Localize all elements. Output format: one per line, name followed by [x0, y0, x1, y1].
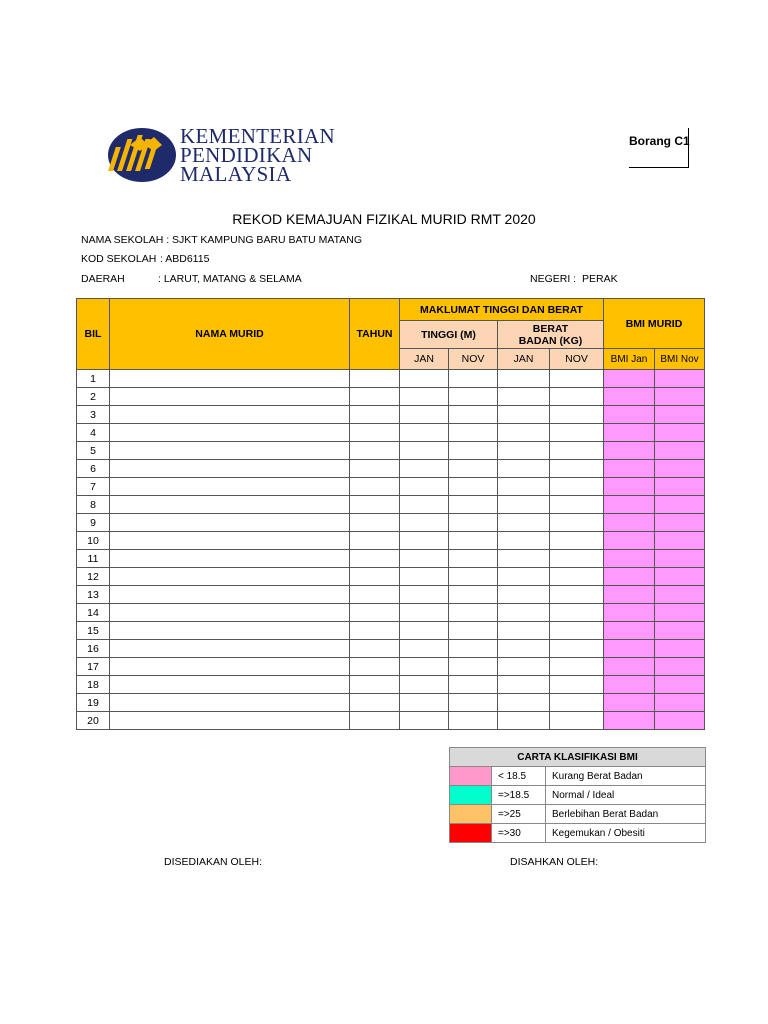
- prepared-by-label: DISEDIAKAN OLEH:: [164, 856, 263, 868]
- table-row: [77, 478, 705, 496]
- legend-title: CARTA KLASIFIKASI BMI: [450, 748, 706, 767]
- bmi-nov-cell[interactable]: [655, 658, 705, 676]
- legend-label: Normal / Ideal: [546, 786, 706, 805]
- row-number: 13: [77, 586, 110, 604]
- weight-nov-cell[interactable]: [550, 478, 604, 496]
- student-name-cell[interactable]: [110, 676, 350, 694]
- district-value: : LARUT, MATANG & SELAMA: [158, 273, 302, 285]
- header-bmi-nov: BMI Nov: [655, 349, 705, 370]
- weight-jan-cell[interactable]: [498, 658, 550, 676]
- legend-row: [450, 805, 706, 824]
- height-nov-cell[interactable]: [449, 658, 498, 676]
- height-jan-cell[interactable]: [400, 604, 449, 622]
- header-tinggi-nov: NOV: [449, 349, 498, 370]
- height-jan-cell[interactable]: [400, 424, 449, 442]
- bmi-nov-cell[interactable]: [655, 442, 705, 460]
- legend-range: =>25: [492, 805, 546, 824]
- ministry-emblem-icon: [108, 125, 178, 187]
- student-name-cell[interactable]: [110, 694, 350, 712]
- row-number: 4: [77, 424, 110, 442]
- row-number: 20: [77, 712, 110, 730]
- legend-row: [450, 767, 706, 786]
- year-cell[interactable]: [350, 604, 400, 622]
- bmi-nov-cell[interactable]: [655, 550, 705, 568]
- height-nov-cell[interactable]: [449, 550, 498, 568]
- weight-nov-cell[interactable]: [550, 676, 604, 694]
- year-cell[interactable]: [350, 712, 400, 730]
- student-record-table: [76, 298, 705, 730]
- student-name-cell[interactable]: [110, 460, 350, 478]
- weight-jan-cell[interactable]: [498, 460, 550, 478]
- bmi-jan-cell[interactable]: [604, 550, 655, 568]
- height-nov-cell[interactable]: [449, 604, 498, 622]
- weight-jan-cell[interactable]: [498, 568, 550, 586]
- height-jan-cell[interactable]: [400, 388, 449, 406]
- height-nov-cell[interactable]: [449, 370, 498, 388]
- weight-nov-cell[interactable]: [550, 442, 604, 460]
- height-nov-cell[interactable]: [449, 586, 498, 604]
- state-value: PERAK: [582, 273, 618, 285]
- height-nov-cell[interactable]: [449, 478, 498, 496]
- height-jan-cell[interactable]: [400, 406, 449, 424]
- legend-color-swatch: [450, 824, 492, 843]
- year-cell[interactable]: [350, 424, 400, 442]
- bmi-jan-cell[interactable]: [604, 460, 655, 478]
- weight-jan-cell[interactable]: [498, 496, 550, 514]
- student-name-cell[interactable]: [110, 568, 350, 586]
- bmi-jan-cell[interactable]: [604, 568, 655, 586]
- row-number: 12: [77, 568, 110, 586]
- row-number: 9: [77, 514, 110, 532]
- legend-label: Kurang Berat Badan: [546, 767, 706, 786]
- student-name-cell[interactable]: [110, 478, 350, 496]
- bmi-nov-cell[interactable]: [655, 532, 705, 550]
- bmi-nov-cell[interactable]: [655, 388, 705, 406]
- logo-text: [180, 124, 335, 186]
- header-tinggi: TINGGI (M): [400, 321, 498, 349]
- form-code: Borang C1: [629, 128, 689, 168]
- row-number: 7: [77, 478, 110, 496]
- row-number: 16: [77, 640, 110, 658]
- weight-jan-cell[interactable]: [498, 532, 550, 550]
- weight-nov-cell[interactable]: [550, 568, 604, 586]
- year-cell[interactable]: [350, 568, 400, 586]
- height-jan-cell[interactable]: [400, 658, 449, 676]
- year-cell[interactable]: [350, 676, 400, 694]
- state-label: NEGERI :: [530, 273, 577, 285]
- student-name-cell[interactable]: [110, 370, 350, 388]
- bmi-legend: [449, 747, 706, 843]
- row-number: 17: [77, 658, 110, 676]
- weight-nov-cell[interactable]: [550, 406, 604, 424]
- table-row: [77, 532, 705, 550]
- height-jan-cell[interactable]: [400, 640, 449, 658]
- student-name-cell[interactable]: [110, 388, 350, 406]
- height-nov-cell[interactable]: [449, 694, 498, 712]
- legend-color-swatch: [450, 786, 492, 805]
- year-cell[interactable]: [350, 586, 400, 604]
- year-cell[interactable]: [350, 514, 400, 532]
- height-jan-cell[interactable]: [400, 676, 449, 694]
- row-number: 18: [77, 676, 110, 694]
- bmi-jan-cell[interactable]: [604, 442, 655, 460]
- weight-jan-cell[interactable]: [498, 640, 550, 658]
- table-row: [77, 424, 705, 442]
- weight-nov-cell[interactable]: [550, 460, 604, 478]
- header-bil: BIL: [77, 299, 110, 370]
- year-cell[interactable]: [350, 478, 400, 496]
- height-jan-cell[interactable]: [400, 712, 449, 730]
- bmi-jan-cell[interactable]: [604, 622, 655, 640]
- height-jan-cell[interactable]: [400, 694, 449, 712]
- table-row: [77, 568, 705, 586]
- student-name-cell[interactable]: [110, 586, 350, 604]
- row-number: 14: [77, 604, 110, 622]
- bmi-nov-cell[interactable]: [655, 514, 705, 532]
- student-name-cell[interactable]: [110, 622, 350, 640]
- student-name-cell[interactable]: [110, 640, 350, 658]
- logo-line-3: MALAYSIA: [180, 162, 292, 186]
- row-number: 3: [77, 406, 110, 424]
- header-tahun: TAHUN: [350, 299, 400, 370]
- legend-label: Kegemukan / Obesiti: [546, 824, 706, 843]
- weight-jan-cell[interactable]: [498, 622, 550, 640]
- year-cell[interactable]: [350, 550, 400, 568]
- weight-jan-cell[interactable]: [498, 424, 550, 442]
- height-nov-cell[interactable]: [449, 712, 498, 730]
- weight-nov-cell[interactable]: [550, 712, 604, 730]
- legend-range: =>30: [492, 824, 546, 843]
- weight-nov-cell[interactable]: [550, 640, 604, 658]
- bmi-nov-cell[interactable]: [655, 676, 705, 694]
- legend-body: [450, 767, 706, 843]
- table-row: [77, 388, 705, 406]
- height-jan-cell[interactable]: [400, 532, 449, 550]
- student-name-cell[interactable]: [110, 532, 350, 550]
- year-cell[interactable]: [350, 532, 400, 550]
- year-cell[interactable]: [350, 694, 400, 712]
- year-cell[interactable]: [350, 406, 400, 424]
- header-bmi-jan: BMI Jan: [604, 349, 655, 370]
- weight-jan-cell[interactable]: [498, 550, 550, 568]
- weight-jan-cell[interactable]: [498, 676, 550, 694]
- table-row: [77, 712, 705, 730]
- bmi-nov-cell[interactable]: [655, 406, 705, 424]
- row-number: 6: [77, 460, 110, 478]
- height-jan-cell[interactable]: [400, 622, 449, 640]
- school-code-label: KOD SEKOLAH: [81, 253, 157, 265]
- row-number: 1: [77, 370, 110, 388]
- height-nov-cell[interactable]: [449, 496, 498, 514]
- height-nov-cell[interactable]: [449, 676, 498, 694]
- header-berat-jan: JAN: [498, 349, 550, 370]
- student-name-cell[interactable]: [110, 604, 350, 622]
- table-row: [77, 442, 705, 460]
- bmi-jan-cell[interactable]: [604, 694, 655, 712]
- bmi-nov-cell[interactable]: [655, 622, 705, 640]
- bmi-jan-cell[interactable]: [604, 712, 655, 730]
- row-number: 2: [77, 388, 110, 406]
- school-code-value: : ABD6115: [160, 253, 210, 265]
- weight-jan-cell[interactable]: [498, 514, 550, 532]
- height-jan-cell[interactable]: [400, 478, 449, 496]
- bmi-nov-cell[interactable]: [655, 568, 705, 586]
- weight-nov-cell[interactable]: [550, 604, 604, 622]
- table-body: [77, 370, 705, 730]
- row-number: 8: [77, 496, 110, 514]
- year-cell[interactable]: [350, 622, 400, 640]
- header-berat: BERAT BADAN (KG): [498, 321, 604, 349]
- table-row: [77, 496, 705, 514]
- bmi-nov-cell[interactable]: [655, 712, 705, 730]
- weight-nov-cell[interactable]: [550, 424, 604, 442]
- header-maklumat: MAKLUMAT TINGGI DAN BERAT: [400, 299, 604, 321]
- header-bmi: BMI MURID: [604, 299, 705, 349]
- height-nov-cell[interactable]: [449, 622, 498, 640]
- page-title: REKOD KEMAJUAN FIZIKAL MURID RMT 2020: [232, 211, 536, 227]
- student-name-cell[interactable]: [110, 658, 350, 676]
- ministry-logo: [108, 125, 348, 187]
- student-name-cell[interactable]: [110, 496, 350, 514]
- weight-nov-cell[interactable]: [550, 622, 604, 640]
- bmi-jan-cell[interactable]: [604, 388, 655, 406]
- height-jan-cell[interactable]: [400, 514, 449, 532]
- weight-nov-cell[interactable]: [550, 586, 604, 604]
- bmi-jan-cell[interactable]: [604, 640, 655, 658]
- bmi-nov-cell[interactable]: [655, 604, 705, 622]
- student-name-cell[interactable]: [110, 406, 350, 424]
- table-row: [77, 622, 705, 640]
- bmi-jan-cell[interactable]: [604, 406, 655, 424]
- height-nov-cell[interactable]: [449, 640, 498, 658]
- table-row: [77, 514, 705, 532]
- bmi-nov-cell[interactable]: [655, 424, 705, 442]
- height-nov-cell[interactable]: [449, 388, 498, 406]
- weight-nov-cell[interactable]: [550, 694, 604, 712]
- header-tinggi-jan: JAN: [400, 349, 449, 370]
- bmi-jan-cell[interactable]: [604, 604, 655, 622]
- header-berat-nov: NOV: [550, 349, 604, 370]
- height-jan-cell[interactable]: [400, 370, 449, 388]
- row-number: 5: [77, 442, 110, 460]
- height-nov-cell[interactable]: [449, 568, 498, 586]
- legend-row: [450, 824, 706, 843]
- weight-jan-cell[interactable]: [498, 442, 550, 460]
- bmi-jan-cell[interactable]: [604, 532, 655, 550]
- logo-line-2: PENDIDIKAN: [180, 143, 313, 167]
- row-number: 19: [77, 694, 110, 712]
- height-jan-cell[interactable]: [400, 442, 449, 460]
- year-cell[interactable]: [350, 370, 400, 388]
- legend-range: =>18.5: [492, 786, 546, 805]
- weight-jan-cell[interactable]: [498, 694, 550, 712]
- table-row: [77, 406, 705, 424]
- bmi-jan-cell[interactable]: [604, 676, 655, 694]
- table-row: [77, 694, 705, 712]
- height-nov-cell[interactable]: [449, 514, 498, 532]
- year-cell[interactable]: [350, 442, 400, 460]
- header-nama: NAMA MURID: [110, 299, 350, 370]
- weight-jan-cell[interactable]: [498, 712, 550, 730]
- weight-jan-cell[interactable]: [498, 586, 550, 604]
- bmi-jan-cell[interactable]: [604, 370, 655, 388]
- weight-nov-cell[interactable]: [550, 388, 604, 406]
- bmi-nov-cell[interactable]: [655, 478, 705, 496]
- height-nov-cell[interactable]: [449, 442, 498, 460]
- student-name-cell[interactable]: [110, 550, 350, 568]
- weight-jan-cell[interactable]: [498, 370, 550, 388]
- logo-line-1: KEMENTERIAN: [180, 124, 335, 148]
- legend-color-swatch: [450, 767, 492, 786]
- table-row: [77, 370, 705, 388]
- bmi-jan-cell[interactable]: [604, 658, 655, 676]
- legend-range: < 18.5: [492, 767, 546, 786]
- bmi-nov-cell[interactable]: [655, 694, 705, 712]
- bmi-jan-cell[interactable]: [604, 496, 655, 514]
- year-cell[interactable]: [350, 496, 400, 514]
- height-nov-cell[interactable]: [449, 532, 498, 550]
- height-nov-cell[interactable]: [449, 460, 498, 478]
- legend-label: Berlebihan Berat Badan: [546, 805, 706, 824]
- height-jan-cell[interactable]: [400, 460, 449, 478]
- district-label: DAERAH: [81, 273, 125, 285]
- table-row: [77, 676, 705, 694]
- height-jan-cell[interactable]: [400, 586, 449, 604]
- weight-nov-cell[interactable]: [550, 370, 604, 388]
- bmi-nov-cell[interactable]: [655, 496, 705, 514]
- school-name: NAMA SEKOLAH : SJKT KAMPUNG BARU BATU MATANG: [81, 234, 363, 246]
- table-row: [77, 586, 705, 604]
- bmi-jan-cell[interactable]: [604, 424, 655, 442]
- row-number: 15: [77, 622, 110, 640]
- row-number: 10: [77, 532, 110, 550]
- year-cell[interactable]: [350, 658, 400, 676]
- bmi-jan-cell[interactable]: [604, 478, 655, 496]
- bmi-nov-cell[interactable]: [655, 460, 705, 478]
- legend-row: [450, 786, 706, 805]
- weight-nov-cell[interactable]: [550, 496, 604, 514]
- bmi-nov-cell[interactable]: [655, 640, 705, 658]
- bmi-jan-cell[interactable]: [604, 514, 655, 532]
- student-name-cell[interactable]: [110, 442, 350, 460]
- student-name-cell[interactable]: [110, 712, 350, 730]
- student-name-cell[interactable]: [110, 514, 350, 532]
- year-cell[interactable]: [350, 640, 400, 658]
- student-name-cell[interactable]: [110, 424, 350, 442]
- year-cell[interactable]: [350, 388, 400, 406]
- approved-by-label: DISAHKAN OLEH:: [510, 856, 599, 868]
- bmi-nov-cell[interactable]: [655, 586, 705, 604]
- table-row: [77, 640, 705, 658]
- weight-nov-cell[interactable]: [550, 514, 604, 532]
- bmi-jan-cell[interactable]: [604, 586, 655, 604]
- weight-nov-cell[interactable]: [550, 550, 604, 568]
- table-row: [77, 550, 705, 568]
- weight-jan-cell[interactable]: [498, 604, 550, 622]
- legend-color-swatch: [450, 805, 492, 824]
- table-row: [77, 604, 705, 622]
- height-nov-cell[interactable]: [449, 424, 498, 442]
- year-cell[interactable]: [350, 460, 400, 478]
- height-jan-cell[interactable]: [400, 550, 449, 568]
- row-number: 11: [77, 550, 110, 568]
- bmi-nov-cell[interactable]: [655, 370, 705, 388]
- table-row: [77, 658, 705, 676]
- weight-nov-cell[interactable]: [550, 658, 604, 676]
- table-row: [77, 460, 705, 478]
- height-jan-cell[interactable]: [400, 568, 449, 586]
- weight-jan-cell[interactable]: [498, 406, 550, 424]
- height-nov-cell[interactable]: [449, 406, 498, 424]
- weight-jan-cell[interactable]: [498, 388, 550, 406]
- height-jan-cell[interactable]: [400, 496, 449, 514]
- weight-nov-cell[interactable]: [550, 532, 604, 550]
- weight-jan-cell[interactable]: [498, 478, 550, 496]
